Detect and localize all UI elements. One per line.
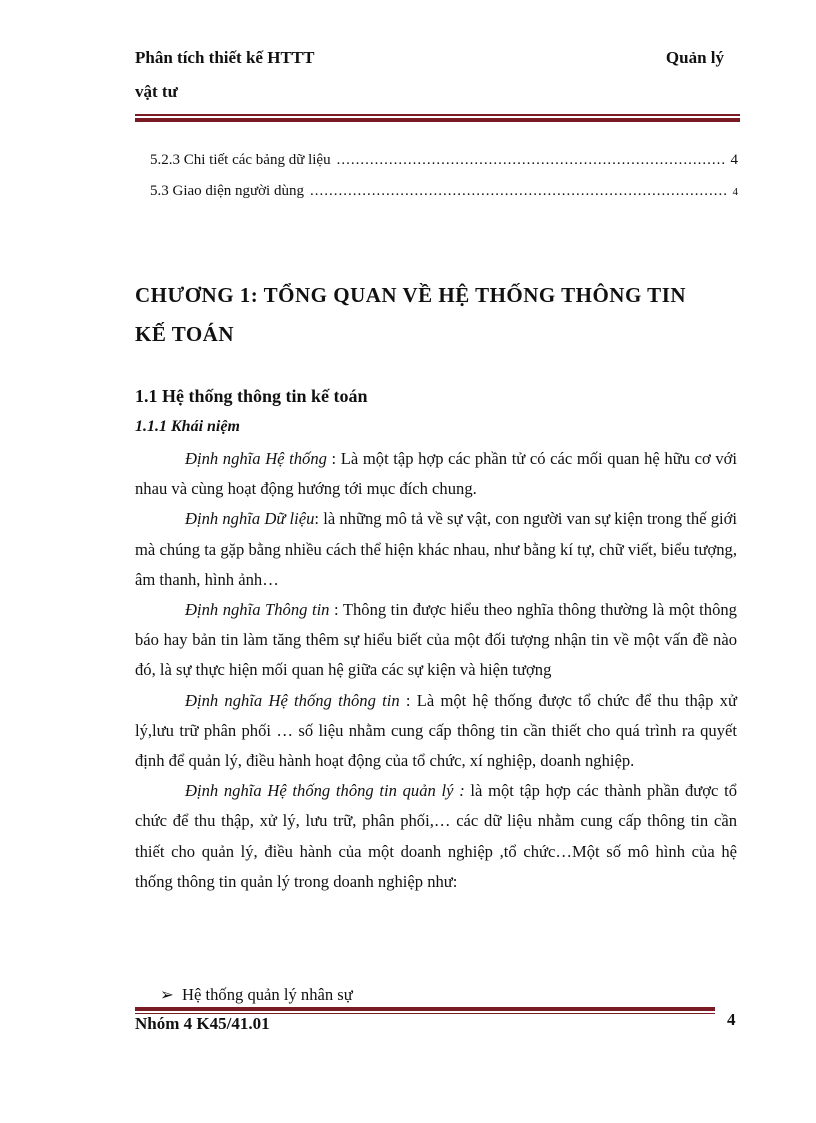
subsection-heading: 1.1.1 Khái niệm	[135, 418, 240, 435]
definition-term: Định nghĩa Hệ thống thông tin quản lý :	[185, 781, 465, 801]
definition-term: Định nghĩa Dữ liệu	[185, 509, 315, 529]
header-right-title: Quản lý	[665, 48, 724, 67]
bullet-item	[160, 985, 353, 1005]
page-number: 4	[727, 1010, 736, 1029]
definition-term: Định nghĩa Hệ thống thông tin	[185, 690, 400, 710]
chapter-title	[135, 276, 735, 354]
definition-text: : Thông tin được hiểu theo nghĩa thông thường là một thông báo hay bản tin làm tăng thêm sự hiểu biết của một đối tượng nhận tin về một vấn đề nào đó, là sự thực hiện mối quan hệ giữa các sự kiện và hiện tượng	[135, 600, 737, 680]
paragraph-definition	[135, 686, 737, 777]
section-heading: 1.1 Hệ thống thông tin kế toán	[135, 386, 368, 406]
paragraph-definition	[135, 444, 737, 504]
definition-term: Định nghĩa Hệ thống	[185, 449, 327, 468]
arrow-bullet-icon: ➢	[160, 985, 174, 1004]
toc-entry[interactable]	[150, 183, 738, 200]
paragraph-definition	[135, 595, 737, 686]
toc-entry[interactable]	[150, 152, 738, 169]
footer-rule-thick	[135, 1007, 715, 1011]
paragraph-definition	[135, 776, 737, 897]
header-title-continued: vật tư	[135, 82, 178, 101]
chapter-title-line1: CHƯƠNG 1: TỔNG QUAN VỀ HỆ THỐNG THÔNG TIN	[135, 283, 687, 307]
definition-text: : là những mô tả về sự vật, con người van sự kiện trong thế giới mà chúng ta gặp bằng nhiều cách thể hiện khác nhau, như bằng kí tự, chữ viết, biểu tượng, âm thanh, hình ảnh…	[135, 509, 737, 589]
definition-text: : Là một hệ thống được tổ chức để thu thập xử lý,lưu trữ phân phối … số liệu nhằm cung cấp thông tin cần thiết cho quá trình ra quyết định để quản lý, điều hành hoạt động của tổ chức, xí nghiệp, doanh nghiệp.	[135, 690, 737, 771]
definition-text: là một tập hợp các thành phần được tổ chức để thu thập, xử lý, lưu trữ, phân phối,… các dữ liệu nhằm cung cấp thông tin cần thiết cho quản lý, điều hành của một doanh nghiệp ,tổ chức…Một số mô hình của hệ thống thông tin quản lý trong doanh nghiệp như:	[135, 781, 738, 891]
paragraph-definition	[135, 504, 737, 595]
toc-leader-dots	[337, 152, 725, 169]
toc-entry-page: 4	[730, 152, 738, 168]
chapter-title-line2: KẾ TOÁN	[135, 322, 235, 346]
definition-term: Định nghĩa Thông tin	[185, 600, 330, 620]
toc-entry-page: 4	[732, 186, 738, 198]
header-title: Phân tích thiết kế HTTT	[135, 48, 315, 67]
body-text	[135, 444, 737, 897]
toc-entry-label: 5.3 Giao diện người dùng	[150, 183, 304, 199]
footer-group-label: Nhóm 4 K45/41.01	[135, 1014, 270, 1033]
toc-leader-dots	[310, 183, 727, 200]
bullet-text: Hệ thống quản lý nhân sự	[182, 985, 353, 1004]
header-rule-thin	[135, 114, 740, 116]
header-rule-thick	[135, 118, 740, 122]
toc-entry-label: 5.2.3 Chi tiết các bảng dữ liệu	[150, 152, 331, 168]
definition-text: : Là một tập hợp các phần tử có các mối quan hệ hữu cơ với nhau và cùng hoạt động hướng tới mục đích chung.	[135, 449, 738, 499]
